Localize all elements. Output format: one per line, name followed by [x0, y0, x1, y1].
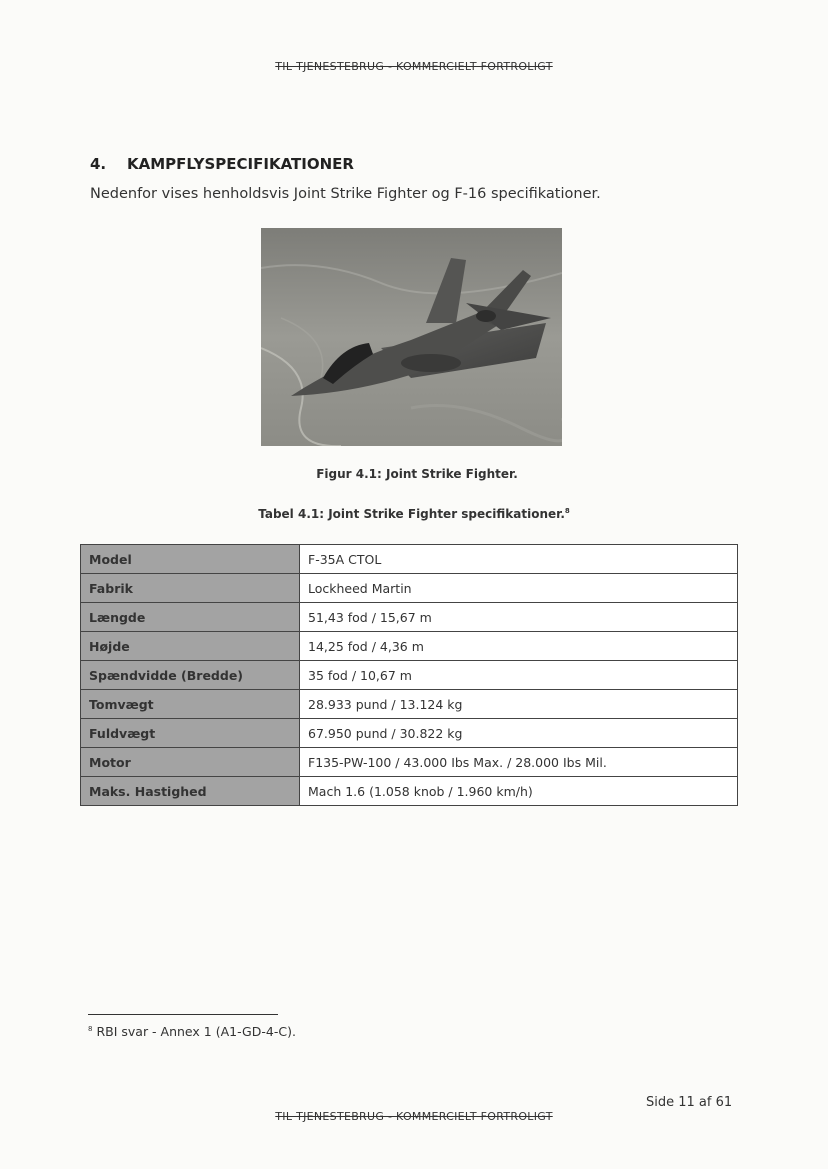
table-row — [81, 632, 738, 661]
table-row — [81, 719, 738, 748]
spec-value: 28.933 pund / 13.124 kg — [300, 690, 738, 719]
spec-value: 67.950 pund / 30.822 kg — [300, 719, 738, 748]
spec-label: Motor — [81, 748, 300, 777]
intro-paragraph: Nedenfor vises henholdsvis Joint Strike Fighter og F-16 specifikationer. — [90, 186, 601, 202]
page-number: Side 11 af 61 — [646, 1095, 733, 1110]
table-row — [81, 748, 738, 777]
table-row — [81, 603, 738, 632]
spec-value: Mach 1.6 (1.058 knob / 1.960 km/h) — [300, 777, 738, 806]
table-row — [81, 690, 738, 719]
spec-value: 35 fod / 10,67 m — [300, 661, 738, 690]
classification-header: TIL TJENESTEBRUG - KOMMERCIELT FORTROLIGT — [275, 60, 553, 73]
spec-label: Fuldvægt — [81, 719, 300, 748]
spec-value: F-35A CTOL — [300, 545, 738, 574]
footnote-text: RBI svar - Annex 1 (A1-GD-4-C). — [96, 1024, 296, 1039]
footnote-divider — [88, 1014, 278, 1015]
jet-illustration — [261, 228, 562, 446]
classification-footer: TIL TJENESTEBRUG - KOMMERCIELT FORTROLIGT — [275, 1110, 553, 1123]
spec-value: F135-PW-100 / 43.000 Ibs Max. / 28.000 Ibs Mil. — [300, 748, 738, 777]
chapter-heading — [90, 155, 354, 173]
chapter-title: KAMPFLYSPECIFIKATIONER — [127, 155, 354, 173]
table-row — [81, 661, 738, 690]
spec-value: 51,43 fod / 15,67 m — [300, 603, 738, 632]
jet-photo — [261, 228, 562, 446]
footnote-number: 8 — [88, 1025, 93, 1033]
spec-label: Tomvægt — [81, 690, 300, 719]
spec-label: Længde — [81, 603, 300, 632]
footnote-reference: 8 — [564, 507, 570, 515]
table-row — [81, 545, 738, 574]
spec-table — [80, 544, 738, 806]
spec-label: Højde — [81, 632, 300, 661]
table-row — [81, 574, 738, 603]
spec-label: Maks. Hastighed — [81, 777, 300, 806]
table-caption-text: Tabel 4.1: Joint Strike Fighter specifikationer. — [258, 507, 565, 521]
spec-label: Model — [81, 545, 300, 574]
chapter-number: 4. — [90, 155, 107, 173]
footnote — [88, 1024, 296, 1039]
table-row — [81, 777, 738, 806]
spec-value: 14,25 fod / 4,36 m — [300, 632, 738, 661]
table-caption — [0, 507, 828, 521]
spec-value: Lockheed Martin — [300, 574, 738, 603]
spec-label: Fabrik — [81, 574, 300, 603]
figure-caption: Figur 4.1: Joint Strike Fighter. — [316, 467, 518, 481]
spec-label: Spændvidde (Bredde) — [81, 661, 300, 690]
